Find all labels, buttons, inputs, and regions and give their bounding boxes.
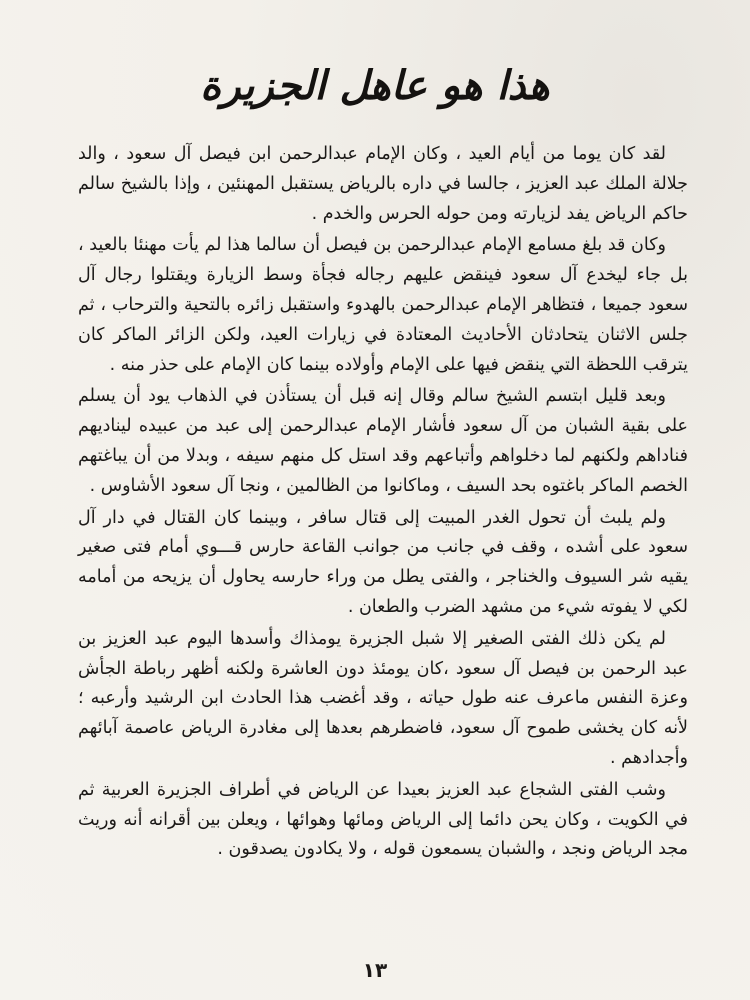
chapter-title: هذا هو عاهل الجزيرة [200,62,550,109]
paragraph: ولم يلبث أن تحول الغدر المبيت إلى قتال سافر ، وبينما كان القتال في دار آل سعود على أشده ، وقف في جانب من جوانب القاعة حارس قـــوي أمام فتى صغير يقيه شر السيوف والخناجر ، والفتى يطل من وراء حارسه يحاول أن يزيحه من أمامه لكي لا يفوته شيء من مشهد الضرب والطعان . [78,507,688,617]
body-text [78,140,688,867]
paragraph: وشب الفتى الشجاع عبد العزيز بعيدا عن الرياض في أطراف الجزيرة العربية ثم في الكويت ، وكان يحن دائما إلى الرياض ومائها وهوائها ، ويعلن بين أقرانه أنه وريث مجد الرياض ونجد ، والشبان يسمعون قوله ، ولا يكادون يصدقون . [78,779,688,860]
paragraph: وبعد قليل ابتسم الشيخ سالم وقال إنه قبل أن يستأذن في الذهاب يود أن يسلم على بقية الشبان من آل سعود فأشار الإمام عبدالرحمن إلى عبد من عبيده ليناديهم فناداهم ولكنهم لما دخلواهم وأتباعهم وقد استل كل منهم سيفه ، وبدلا من أن يباغتهم الخصم الماكر باغتوه بحد السيف ، وماكانوا من الظالمين ، ونجا آل سعود الأشاوس . [78,386,688,496]
paragraph: لم يكن ذلك الفتى الصغير إلا شبل الجزيرة يومذاك وأسدها اليوم عبد العزيز بن عبد الرحمن بن فيصل آل سعود ،كان يومئذ دون العاشرة ولكنه أظهر رباطة الجأش وعزة النفس ماعرف عنه طول حياته ، وقد أغضب هذا الحادث ابن الرشيد وأرعبه ؛ لأنه كان يخشى طموح آل سعود، فاضطرهم بعدها إلى مغادرة الرياض عاصمة آبائهم وأجدادهم . [78,628,688,768]
paragraph: وكان قد بلغ مسامع الإمام عبدالرحمن بن فيصل أن سالما هذا لم يأت مهنئا بالعيد ، بل جاء ليخدع آل سعود فينقض عليهم رجاله فجأة وسط الزيارة ويقتلوا رجال آل سعود جميعا ، فتظاهر الإمام عبدالرحمن بالهدوء واستقبل زائره بالتحية والترحاب ، ثم جلس الاثنان يتحادثان الأحاديث المعتادة في زيارات العيد، ولكن الزائر الماكر كان يترقب اللحظة التي ينقض فيها على الإمام وأولاده بينما كان الإمام على حذر منه . [78,235,688,375]
page-number: ١٣ [362,958,388,982]
paragraph: لقد كان يوما من أيام العيد ، وكان الإمام عبدالرحمن ابن فيصل آل سعود ، والد جلالة الملك عبد العزيز ، جالسا في داره بالرياض يستقبل المهنئين ، وإذا بالشيخ سالم حاكم الرياض يفد لزيارته ومن حوله الحرس والخدم . [78,144,688,224]
